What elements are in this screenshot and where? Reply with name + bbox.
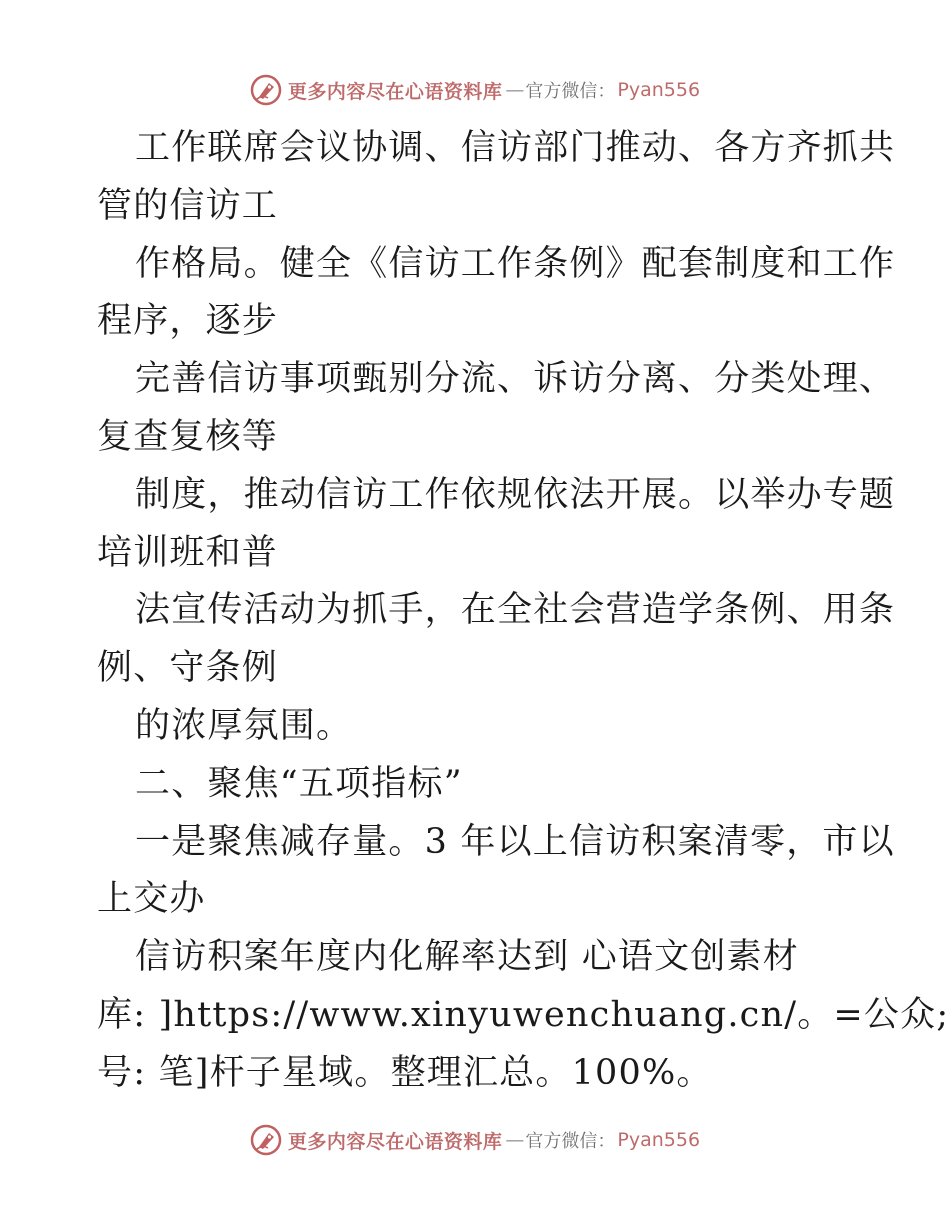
text-line: 制度，推动信访工作依规依法开展。以举办专题 [135,474,896,515]
text-line: 作格局。健全《信访工作条例》配套制度和工作 [135,243,896,284]
banner-site-text: 更多内容尽在心语资料库 [287,1130,503,1153]
text-line: 号: 笔]杆子星域。整理汇总。100%。 [97,1052,713,1093]
banner-dash: — [505,1129,523,1151]
text-line: 工作联席会议协调、信访部门推动、各方齐抓共 [135,128,896,168]
section-heading: 二、聚焦“五项指标” [135,763,463,804]
banner-wechat-label: 官方微信： [525,81,616,102]
text-line: 法宣传活动为抓手，在全社会营造学条例、用条 [135,590,896,631]
banner-wechat-id: Pyan556 [617,1129,701,1151]
text-line: 程序，逐步 [97,301,279,342]
banner-wechat-label: 官方微信： [525,1131,616,1152]
banner-wechat-id: Pyan556 [617,79,701,101]
text-line: 上交办 [97,879,206,920]
text-line: 复查复核等 [97,416,279,457]
footer-banner [0,1120,950,1160]
text-line: 完善信访事项甄别分流、诉访分离、分类处理、 [135,359,896,400]
text-line: 培训班和普 [97,532,279,573]
header-banner [0,70,950,110]
text-line: 的浓厚氛围。 [135,705,353,746]
pen-nib-logo-icon [250,1124,282,1156]
banner-site-text: 更多内容尽在心语资料库 [287,80,503,103]
pen-nib-logo-icon [250,74,282,106]
text-line: 库: ]https://www.xinyuwenchuang.cn/。=公众; [97,994,950,1035]
text-line: 管的信访工 [97,185,279,226]
banner-dash: — [505,79,523,101]
text-line: 例、守条例 [97,648,279,689]
document-body [97,120,950,1103]
text-line: 信访积案年度内化解率达到 心语文创素材 [135,937,799,978]
text-line: 一是聚焦减存量。3 年以上信访积案清零，市以 [135,821,895,862]
